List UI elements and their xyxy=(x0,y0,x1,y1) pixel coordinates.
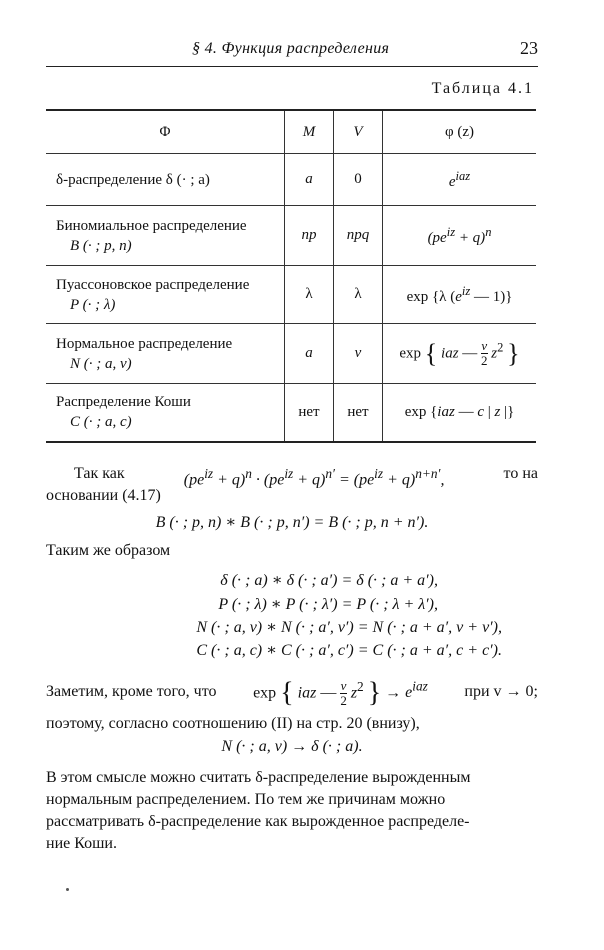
row-cauchy-name: Распределение Коши C (· ; a, c) xyxy=(46,384,285,442)
equation-cauchy: C (· ; a, c) ∗ C (· ; a′, c′) = C (· ; a + a′, c + c′). xyxy=(196,642,502,659)
distribution-table xyxy=(46,109,536,443)
row-poisson-m: λ xyxy=(285,266,334,324)
column-header-phi-distribution: Φ xyxy=(46,110,285,154)
row-binomial-v: npq xyxy=(334,206,383,266)
formula-product: $(pe^{iz} + q)^n \cdot (pe^{iz} + q)^{n'} = (pe^{iz} + q)^{n+n'}$, xyxy=(183,466,445,489)
table-header-row xyxy=(46,110,536,154)
row-normal-phi: exp { iaz — $\frac{v}{2}$ $z^2$ } xyxy=(383,324,537,384)
table-row xyxy=(46,154,536,206)
paragraph-1-line-2: основании (4.17) xyxy=(46,487,161,504)
row-cauchy-phi: exp {iaz — c | z |} xyxy=(383,384,537,442)
running-head xyxy=(46,36,538,67)
page-number: 23 xyxy=(520,38,538,58)
section-title: § 4. Функция распределения xyxy=(192,40,390,57)
row-poisson-v: λ xyxy=(334,266,383,324)
equation-binomial: B (· ; p, n) ∗ B (· ; p, n′) = B (· ; p, n + n′). xyxy=(155,514,429,531)
table-row xyxy=(46,384,536,442)
row-delta-v: 0 xyxy=(334,154,383,206)
column-header-variance: V xyxy=(334,110,383,154)
table-row xyxy=(46,266,536,324)
row-cauchy-m: нет xyxy=(285,384,334,442)
equation-delta: δ (· ; a) ∗ δ (· ; a′) = δ (· ; a + a′), xyxy=(220,572,438,589)
equation-poisson: P (· ; λ) ∗ P (· ; λ′) = P (· ; λ + λ′), xyxy=(218,596,438,613)
row-delta-phi: $e^{iaz}$ xyxy=(383,154,537,206)
paragraph-4: поэтому, согласно соотношению (II) на стр. 20 (внизу), xyxy=(46,715,420,732)
column-header-mean: M xyxy=(285,110,334,154)
table-row xyxy=(46,324,536,384)
paragraph-3: Заметим, кроме того, что exp { iaz — $\frac{v}{2}$ $z^2$ } → $e^{iaz}$ при v → 0; xyxy=(46,677,538,709)
paragraph-2: Таким же образом xyxy=(46,542,171,559)
formula-limit: exp { iaz — $\frac{v}{2}$ $z^2$ } → $e^{iaz}$ xyxy=(253,677,428,709)
row-binomial-m: np xyxy=(285,206,334,266)
paragraph-1-line-1: Так как $(pe^{iz} + q)^n \cdot (pe^{iz} + q)^{n'} = (pe^{iz} + q)^{n+n'}$, то на xyxy=(46,463,538,491)
row-normal-name: Нормальное распределение N (· ; a, v) xyxy=(46,324,285,384)
paragraph-5: В этом смысле можно считать δ-распределение вырожденным нормальным распределением. По тем же причинам можно рассматривать δ-распределение как вырожденное распределе- ние Коши. xyxy=(46,769,471,852)
row-poisson-phi: exp {λ ($e^{iz}$ — 1)} xyxy=(383,266,537,324)
equation-normal: N (· ; a, v) ∗ N (· ; a′, v′) = N (· ; a + a′, v + v′), xyxy=(196,619,502,636)
row-poisson-name: Пуассоновское распределение P (· ; λ) xyxy=(46,266,285,324)
row-binomial-phi: $(pe^{iz} + q)^n$ xyxy=(383,206,537,266)
print-speck xyxy=(66,888,69,891)
row-normal-m: a xyxy=(285,324,334,384)
row-delta-m: a xyxy=(285,154,334,206)
row-cauchy-v: нет xyxy=(334,384,383,442)
table-row xyxy=(46,206,536,266)
column-header-characteristic-function: φ (z) xyxy=(383,110,537,154)
row-normal-v: v xyxy=(334,324,383,384)
row-binomial-name: Биномиальное распределение B (· ; p, n) xyxy=(46,206,285,266)
table-caption: Таблица 4.1 xyxy=(431,80,534,97)
row-delta-name: δ-распределение δ (· ; a) xyxy=(46,154,285,206)
equation-limit: N (· ; a, v) → δ (· ; a). xyxy=(221,738,363,755)
